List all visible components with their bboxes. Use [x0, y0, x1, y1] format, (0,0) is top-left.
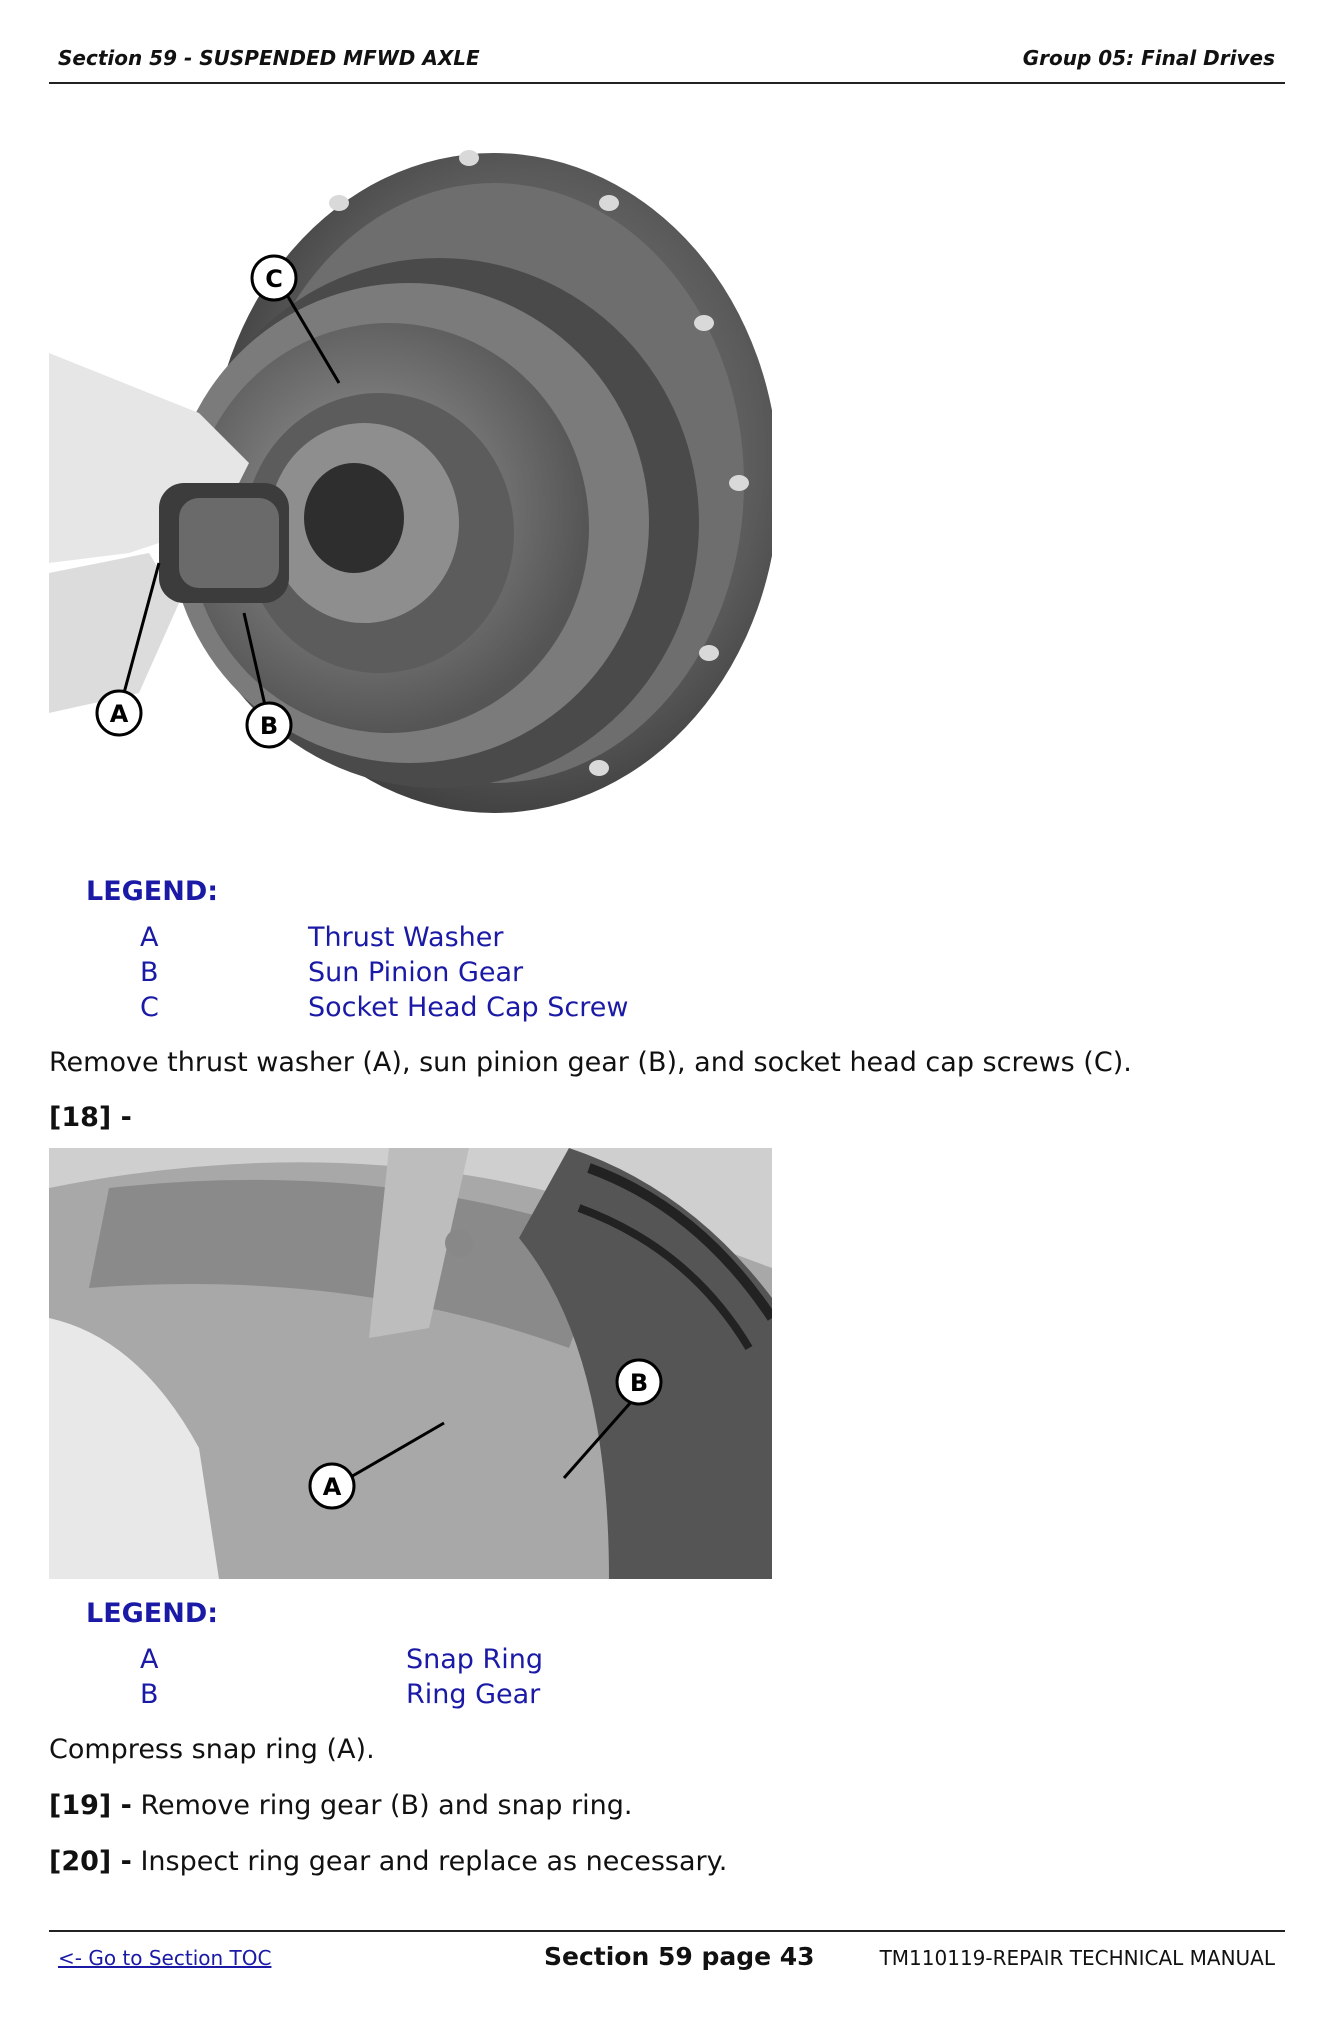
callout-b: B	[259, 712, 279, 740]
callout-c: C	[265, 265, 283, 293]
legend-title: LEGEND:	[86, 1598, 219, 1629]
page-number: Section 59 page 43	[544, 1942, 815, 1971]
snap-ring-photo	[49, 1148, 772, 1579]
step-17-text: Remove thrust washer (A), sun pinion gear (B), and socket head cap screws (C).	[49, 1047, 1132, 1078]
page-footer	[49, 1930, 1285, 1982]
group-title: Group 05: Final Drives	[1022, 46, 1275, 70]
section-toc-link[interactable]: <- Go to Section TOC	[58, 1946, 272, 1970]
legend-key: C	[140, 992, 159, 1023]
legend-label: Thrust Washer	[308, 922, 504, 953]
step-18-text: Compress snap ring (A).	[49, 1734, 375, 1765]
legend-key: A	[140, 1644, 159, 1675]
step-20: [20] - Inspect ring gear and replace as necessary.	[49, 1846, 728, 1877]
step-19: [19] - Remove ring gear (B) and snap ring.	[49, 1790, 633, 1821]
legend-label: Sun Pinion Gear	[308, 957, 524, 988]
legend-label: Ring Gear	[406, 1679, 541, 1710]
section-title: Section 59 - SUSPENDED MFWD AXLE	[58, 46, 480, 70]
legend-key: A	[140, 922, 159, 953]
legend-label: Socket Head Cap Screw	[308, 992, 629, 1023]
legend-label: Snap Ring	[406, 1644, 544, 1675]
legend-key: B	[140, 957, 159, 988]
page-header	[49, 44, 1285, 84]
callout-a: A	[322, 1473, 342, 1501]
final-drive-photo	[49, 133, 772, 813]
step-18-label: [18] -	[49, 1102, 132, 1133]
callout-a: A	[109, 700, 129, 728]
callout-b: B	[629, 1369, 649, 1397]
legend-key: B	[140, 1679, 159, 1710]
legend-title: LEGEND:	[86, 876, 219, 907]
manual-title: TM110119-REPAIR TECHNICAL MANUAL	[879, 1946, 1275, 1970]
